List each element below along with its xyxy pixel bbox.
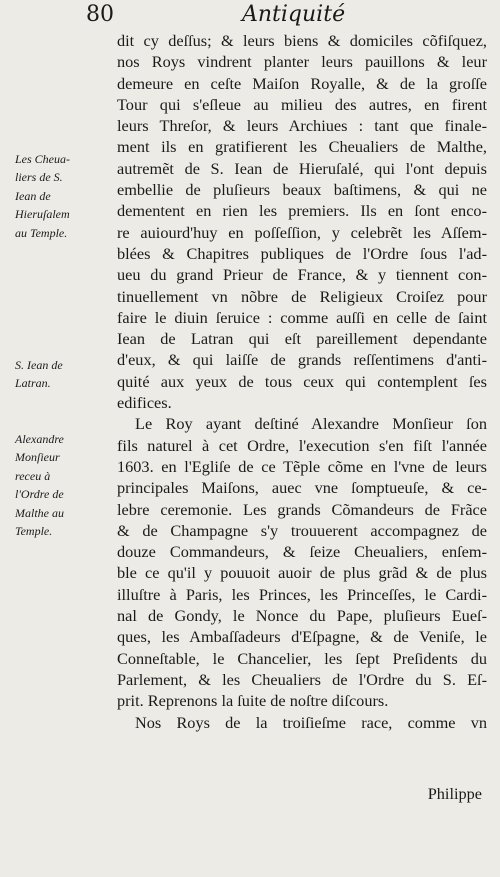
text-line: tinuellement vn nõbre de Religieux Croiſez pour: [117, 286, 487, 306]
margin-note-latran: [15, 356, 115, 393]
page-header: [0, 2, 500, 32]
text-line: quité aux yeux de tous ceux qui contemplent ſes: [117, 371, 487, 391]
margin-note-chevaliers: [15, 150, 115, 242]
text-line: embellie de pluſieurs beaux baſtimens, & qui ne: [117, 180, 487, 200]
text-line: principales Maiſons, auec vne ſomptueuſe, & ce-: [117, 478, 487, 498]
text-line: faire le diuin ſeruice : comme auſſi en celle de ſaint: [117, 307, 487, 327]
margin-note-line: au Temple.: [15, 225, 68, 240]
text-line: nal de Gondy, le Nonce du Pape, pluſieurs Eueſ-: [117, 606, 487, 626]
page-number: 80: [86, 2, 114, 27]
text-line: nos Roys vindrent planter leurs pauillons & leur: [117, 52, 487, 72]
text-line: prit. Reprenons la ſuite de noſtre diſcours.: [117, 691, 389, 711]
text-line: & de Champagne s'y trouuerent accompagnez de: [117, 520, 487, 540]
margin-note-line: l'Ordre de: [15, 487, 64, 502]
text-line: demeure en ceſte Maiſon Royalle, & de la groſſe: [117, 73, 487, 93]
text-line: leurs Threſor, & leurs Archiues : tant que finale-: [117, 116, 487, 136]
margin-note-line: Les Cheua-: [15, 152, 70, 166]
main-text-block: [117, 30, 487, 733]
margin-note-alexandre: [15, 430, 115, 540]
text-line: dit cy deſſus; & leurs biens & domiciles cõfiſquez,: [117, 31, 487, 50]
margin-note-line: Malthe au: [15, 505, 64, 520]
text-line: Tour qui s'eſleue au milieu des autres, en firent: [117, 94, 487, 114]
running-title: Antiquité: [242, 2, 346, 27]
margin-note-line: Hieruſalem: [15, 207, 70, 222]
margin-note-line: Alexandre: [15, 432, 64, 446]
margin-note-line: liers de S.: [15, 170, 63, 185]
text-line: 1603. en l'Egliſe de ce Tẽple cõme en l'vne de leurs: [117, 456, 487, 476]
catchword: Philippe: [427, 784, 482, 803]
paragraph-start-line: Le Roy ayant deſtiné Alexandre Monſieur ſon: [135, 414, 487, 434]
margin-note-line: receu à: [15, 468, 51, 483]
text-line: ble ce qu'il y pouuoit auoir de plus grãd & de plus: [117, 563, 487, 583]
text-line: illuſtre à Paris, les Princes, les Princeſſes, le Cardi-: [117, 584, 487, 604]
text-line: ment ils en gratifierent les Cheualiers de Malthe,: [117, 137, 487, 157]
margin-note-line: Monſieur: [15, 450, 60, 465]
text-line: ques, les Ambaſſadeurs d'Eſpagne, & de Veniſe, le: [117, 627, 487, 647]
text-line: autremẽt de S. Iean de Hieruſalé, qui l'ont depuis: [117, 158, 487, 178]
text-line: douze Commandeurs, & ſeize Cheualiers, enſem-: [117, 542, 487, 562]
text-line: d'eux, & qui laiſſe de grands reſſentimens d'anti-: [117, 350, 487, 370]
margin-note-line: Temple.: [15, 524, 53, 539]
text-line: edifices.: [117, 393, 172, 413]
margin-note-line: S. Iean de: [15, 358, 63, 372]
text-line: dementent en rien les premiers. Ils en ſont enco-: [117, 201, 487, 221]
paragraph-start-line: Nos Roys de la troiſieſme race, comme vn: [135, 712, 487, 732]
text-line: blées & Chapitres publiques de l'Ordre ſous l'ad-: [117, 243, 487, 263]
margin-note-line: Iean de: [15, 188, 51, 203]
text-line: Conneſtable, le Chancelier, les ſept Preſidents du: [117, 648, 487, 668]
text-line: ueu du grand Prieur de France, & y tiennent con-: [117, 265, 487, 285]
text-line: fils naturel à cet Ordre, l'execution s'en fiſt l'année: [117, 435, 487, 455]
text-line: Iean de Latran qui eſt pareillement dependante: [117, 329, 487, 349]
text-line: Parlement, & les Cheualiers de l'Ordre du S. Eſ-: [117, 669, 487, 689]
margin-note-line: Latran.: [15, 376, 51, 391]
text-line: lebre ceremonie. Les grands Cõmandeurs de Frãce: [117, 499, 487, 519]
text-line: re auiourd'huy en poſſeſſion, y celebrẽt les Aſſem-: [117, 222, 487, 242]
